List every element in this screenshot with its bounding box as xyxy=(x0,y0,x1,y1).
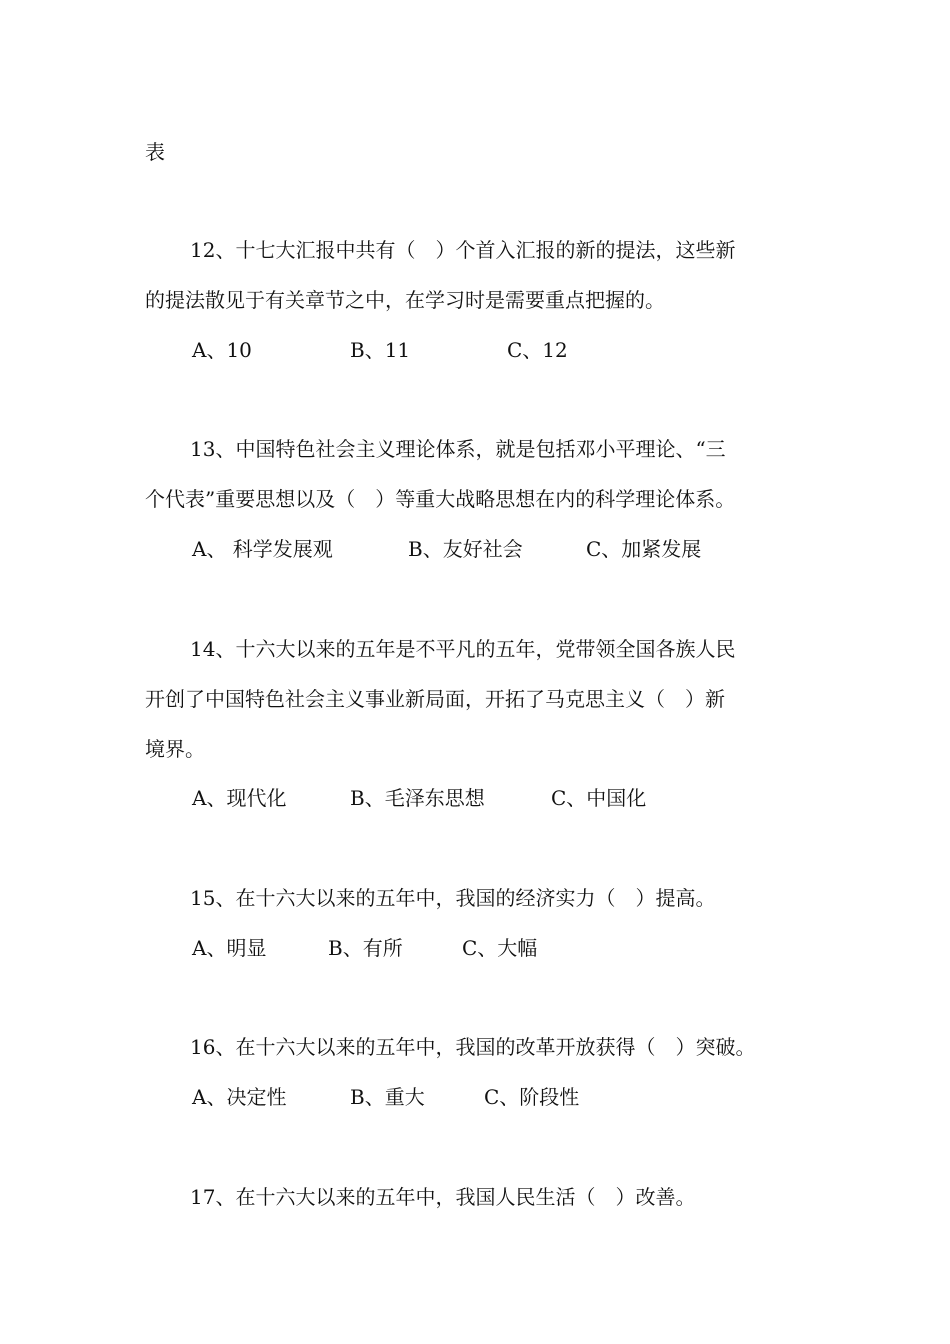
q13-option-a: A、 科学发展观 xyxy=(192,537,333,561)
q16-line-1: 16、在十六大以来的五年中，我国的改革开放获得（ ）突破。 xyxy=(190,1035,756,1059)
q15-option-c: C、大幅 xyxy=(462,936,538,960)
q16-option-b: B、重大 xyxy=(350,1085,425,1109)
q14-option-c: C、中国化 xyxy=(551,786,647,810)
q13-line-1: 13、中国特色社会主义理论体系，就是包括邓小平理论、“三 xyxy=(190,437,726,461)
q13-line-2: 个代表”重要思想以及（ ）等重大战略思想在内的科学理论体系。 xyxy=(145,487,736,511)
q13-option-b: B、友好社会 xyxy=(408,537,523,561)
q15-option-a: A、明显 xyxy=(192,936,267,960)
q15-option-b: B、有所 xyxy=(328,936,403,960)
q16-option-a: A、决定性 xyxy=(192,1085,287,1109)
q13-option-c: C、加紧发展 xyxy=(586,537,702,561)
q12-option-c: C、12 xyxy=(507,338,568,362)
q17-line-1: 17、在十六大以来的五年中，我国人民生活（ ）改善。 xyxy=(190,1185,696,1209)
fragment-text: 表 xyxy=(145,140,165,164)
q12-option-a: A、10 xyxy=(192,338,252,362)
q14-line-3: 境界。 xyxy=(145,737,205,761)
q14-line-2: 开创了中国特色社会主义事业新局面，开拓了马克思主义（ ）新 xyxy=(145,687,725,711)
q12-line-1: 12、十七大汇报中共有（ ）个首入汇报的新的提法，这些新 xyxy=(190,238,736,262)
q14-option-a: A、现代化 xyxy=(192,786,287,810)
q15-line-1: 15、在十六大以来的五年中，我国的经济实力（ ）提高。 xyxy=(190,886,716,910)
q14-option-b: B、毛泽东思想 xyxy=(350,786,485,810)
q16-option-c: C、阶段性 xyxy=(484,1085,580,1109)
q14-line-1: 14、十六大以来的五年是不平凡的五年，党带领全国各族人民 xyxy=(190,637,736,661)
q12-option-b: B、11 xyxy=(350,338,411,362)
q12-line-2: 的提法散见于有关章节之中，在学习时是需要重点把握的。 xyxy=(145,288,665,312)
